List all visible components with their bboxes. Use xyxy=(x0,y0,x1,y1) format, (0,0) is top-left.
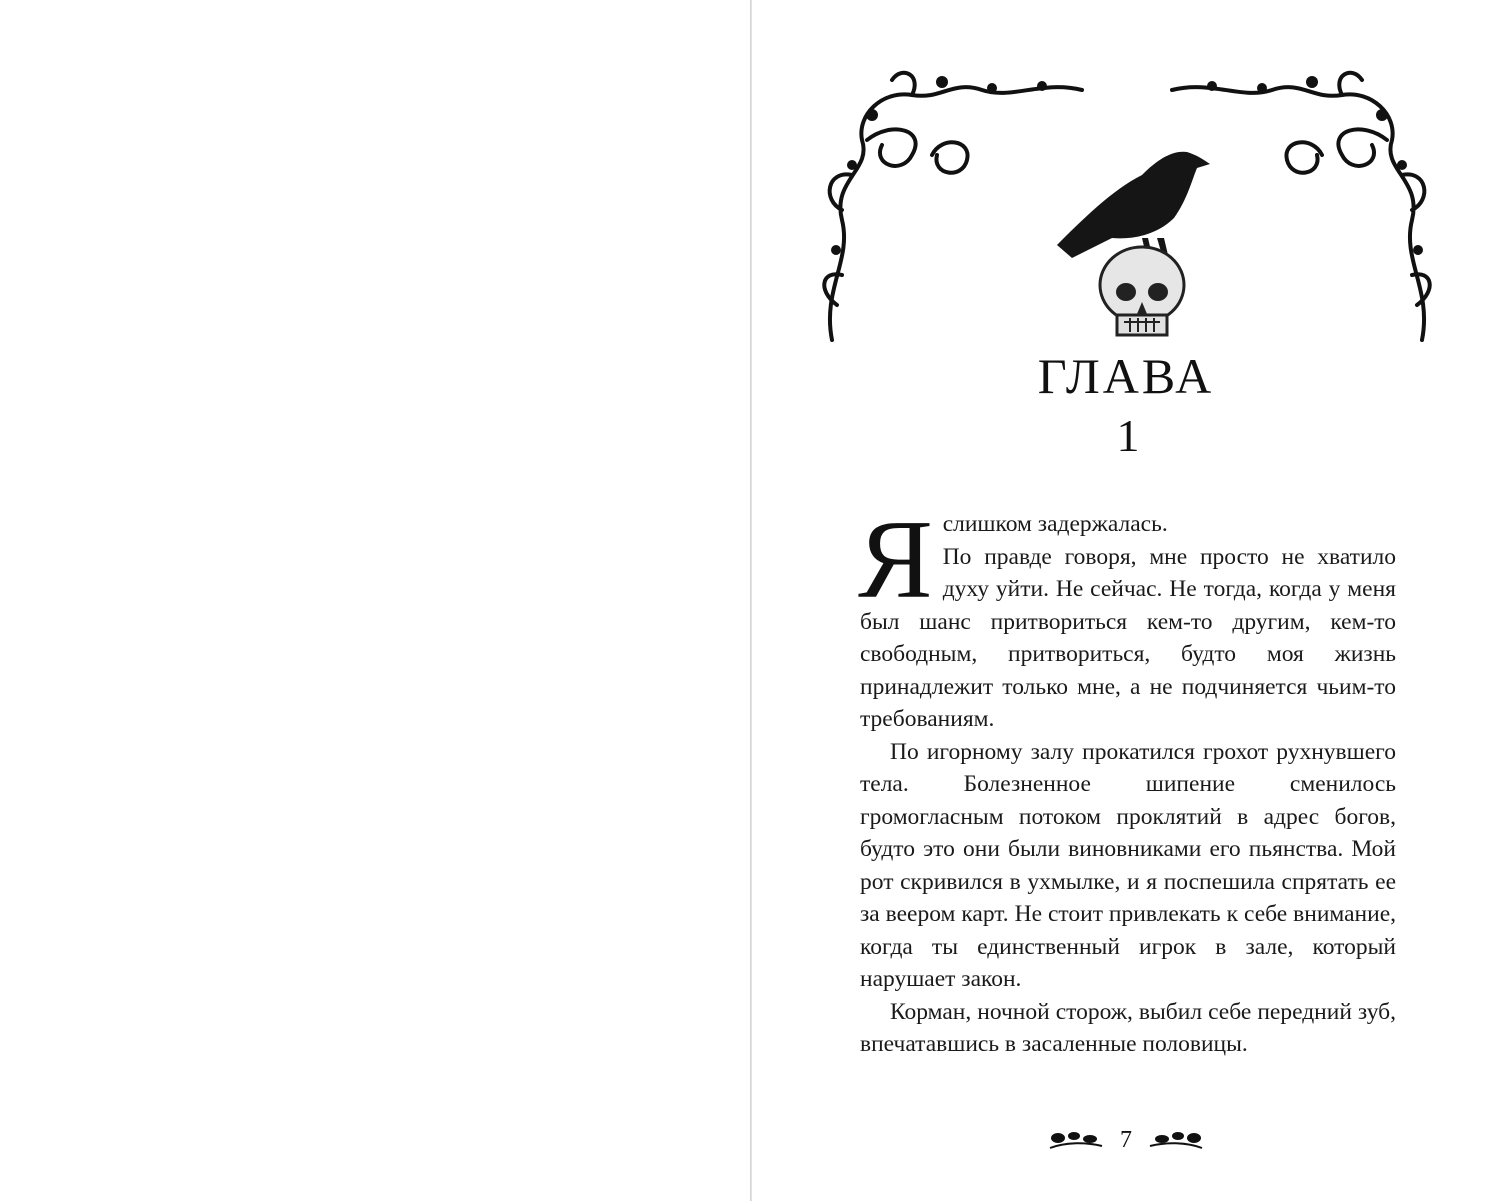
leaf-sprig-left-icon xyxy=(1046,1128,1106,1152)
paragraph-4: Корман, ночной сторож, выбил себе передний зуб, впечатавшись в засаленные половицы. xyxy=(860,998,1396,1057)
chapter-title: ГЛАВА xyxy=(1037,348,1215,404)
paragraph-1 xyxy=(858,498,1396,622)
raven-icon xyxy=(1057,152,1210,258)
chapter-number: 1 xyxy=(1116,410,1140,461)
page-footer xyxy=(752,1120,1500,1160)
paragraph-3: По игорному залу прокатился грохот рухнувшего тела. Болезненное шипение сменилось громогласным потоком проклятий в адрес богов, будто это они были виновниками его пьянства. Мой рот скривился в ухмылке, и я поспешила спрятать ее за веером карт. Не стоит привлекать к себе внимание, когда ты единственный игрок в зале, который нарушает закон. xyxy=(860,738,1396,992)
paragraph-1-text: слишком задержалась. xyxy=(942,511,1168,537)
thorny-vine-right xyxy=(1172,87,1424,340)
thorny-vine-left xyxy=(830,87,1082,340)
page-number: 7 xyxy=(1120,1126,1132,1153)
right-page xyxy=(752,0,1500,1201)
chapter-body-text xyxy=(858,498,1396,1061)
chapter-header-ornament xyxy=(812,60,1442,350)
paragraph-2: По правде говоря, мне просто не хватило духу уйти. Не сейчас. Не тогда, когда у меня был шанс притвориться кем-то другим, кем-то свободным, притвориться, будто моя жизнь принадлежит только мне, а не подчиняется чьим-то требованиям. xyxy=(860,543,1396,732)
drop-cap: Я xyxy=(858,498,933,622)
skull-icon xyxy=(1100,247,1184,335)
leaf-sprig-right-icon xyxy=(1146,1128,1206,1152)
